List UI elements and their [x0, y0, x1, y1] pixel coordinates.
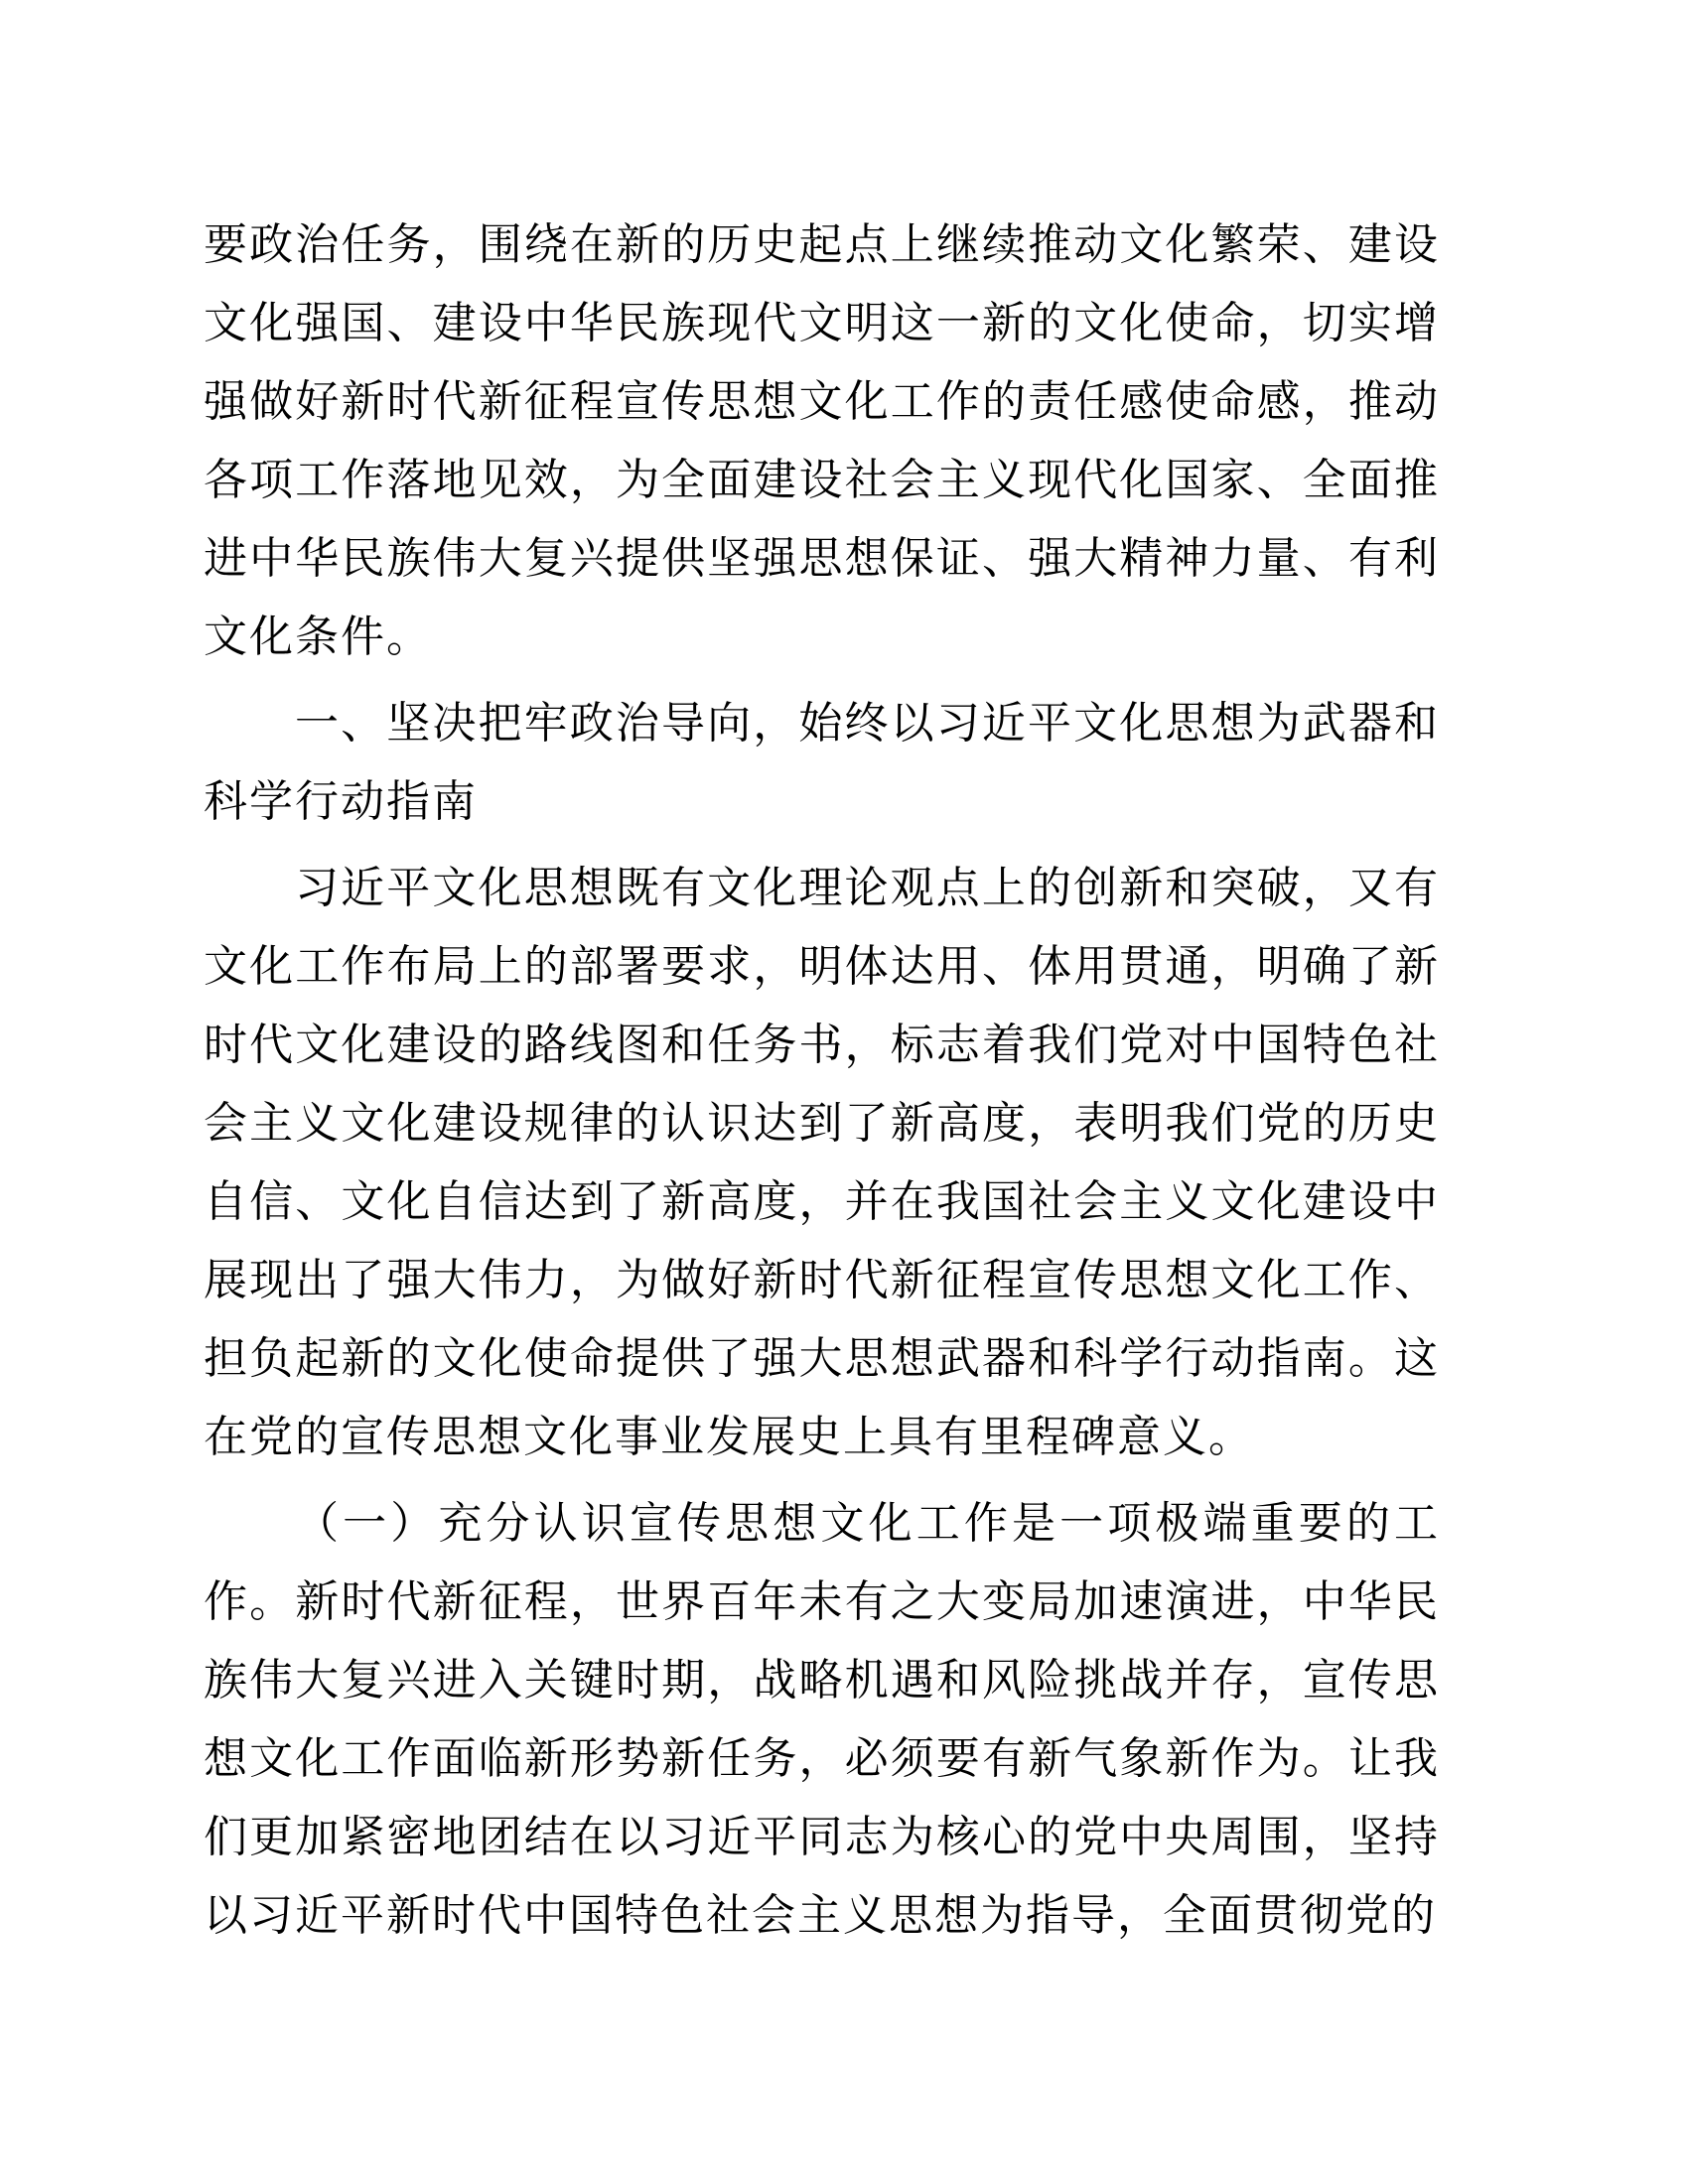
paragraph-body-1: 习近平文化思想既有文化理论观点上的创新和突破，又有文化工作布局上的部署要求，明体达用、体用贯通，明确了新时代文化建设的路线图和任务书，标志着我们党对中国特色社会主义文化建设规律的认识达到了新高度，表明我们党的历史自信、文化自信达到了新高度，并在我国社会主义文化建设中展现出了强大伟力，为做好新时代新征程宣传思想文化工作、担负起新的文化使命提供了强大思想武器和科学行动指南。这在党的宣传思想文化事业发展史上具有里程碑意义。 [204, 864, 1440, 1461]
document-body [204, 205, 1440, 1955]
paragraph-subsection-one: （一）充分认识宣传思想文化工作是一项极端重要的工作。新时代新征程，世界百年未有之大变局加速演进，中华民族伟大复兴进入关键时期，战略机遇和风险挑战并存，宣传思想文化工作面临新形势新任务，必须要有新气象新作为。让我们更加紧密地团结在以习近平同志为核心的党中央周围，坚持以习近平新时代中国特色社会主义思想为指导，全面贯彻党的 [204, 1499, 1440, 1940]
paragraph-continuation: 要政治任务，围绕在新的历史起点上继续推动文化繁荣、建设文化强国、建设中华民族现代文明这一新的文化使命，切实增强做好新时代新征程宣传思想文化工作的责任感使命感，推动各项工作落地见效，为全面建设社会主义现代化国家、全面推进中华民族伟大复兴提供坚强思想保证、强大精神力量、有利文化条件。 [204, 220, 1440, 661]
section-heading-one: 一、坚决把牢政治导向，始终以习近平文化思想为武器和科学行动指南 [204, 699, 1440, 826]
